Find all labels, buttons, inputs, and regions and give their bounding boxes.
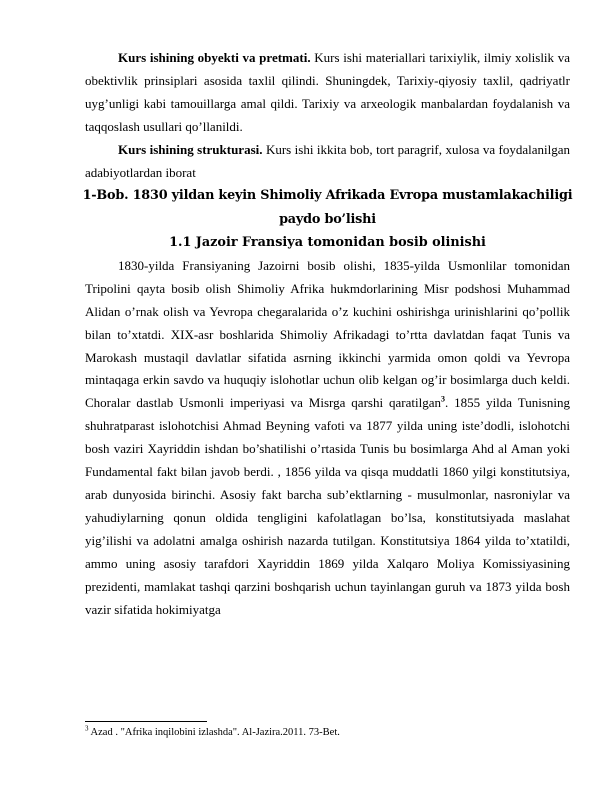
body-text-part1: 1830-yilda Fransiyaning Jazoirni bosib olishi, 1835-yilda Usmonlilar tomonidan Tripolini qayta bosib olish Shimoliy Afrika hukmdorlarining Misr podshosi Muhammad Alidan o’rnak olish va Yevropa chegaralarida o’z kuchini oshirishga urinishlarini qo’pollik bilan to’xtatdi. XIX-asr boshlarida Shimoliy Afrikadagi to’rtta davlatdan faqat Tunis va Marokash mustaqil davlatlar sifatida asrning ikkinchi yarmida omon qoldi va Yevropa mintaqaga erkin savdo va huquqiy islohotlar uchun olib kelgan og’ir bosimlarga duch keldi. Choralar dastlab Usmonli imperiyasi va Misrga qarshi qaratilgan	[85, 257, 570, 411]
body-paragraph	[85, 255, 570, 622]
structure-text: Kurs ishi ikkita bob, tort paragrif, xulosa va foydalanilgan adabiyotlardan iborat	[85, 141, 571, 180]
structure-label: Kurs ishining strukturasi.	[118, 141, 263, 157]
chapter-title: 1-Bob. 1830 yildan keyin Shimoliy Afrikada Evropa mustamlakachiligi paydo bo’lishi	[82, 188, 573, 227]
body-text-part2: . 1855 yilda Tunisning shuhratparast islohotchisi Ahmad Beyning vafoti va 1877 yilda uning iste’dodli, islohotchi bosh vaziri Xayriddin ishdan bo’shatilishi o’rtasida Tunis bu bosimlarga Ahd al Aman yoki Fundamental fakt bilan javob berdi. , 1856 yilda va qisqa muddatli 1860 yilgi konstitutsiya, arab dunyosida birinchi. Asosiy fakt barcha sub’ektlarning - musulmonlar, nasroniylar va yahudiylarning qonun oldida tengligini kafolatlagan bo’lsa, konstitutsiyada maslahat yig’ilishi va adolatni amalga oshirish nazarda tutilgan. Konstitutsiya 1864 yilda to’xtatildi, ammo uning asosiy tarafdori Xayriddin 1869 yilda Xalqaro Moliya Komissiyasining prezidenti, mamlakat tashqi qarzini boshqarish uchun tayinlangan guruh va 1873 yilda bosh vazir sifatida hokimiyatga	[85, 395, 571, 617]
footnote-reference[interactable]: 3	[440, 395, 445, 405]
section-title: 1.1 Jazoir Fransiya tomonidan bosib olinishi	[169, 235, 486, 251]
footnote-divider	[85, 721, 207, 722]
document-page	[82, 47, 573, 621]
footnote-marker: 3	[85, 724, 89, 733]
footnote-text: Azad . "Afrika inqilobini izlashda". Al-Jazira.2011. 73-Bet.	[88, 727, 340, 738]
object-paragraph	[85, 47, 570, 139]
object-text: Kurs ishi materiallari tarixiylik, ilmiy xolislik va obektivlik prinsiplari asosida taxlil qilindi. Shuningdek, Tarixiy-qiyosiy taxlil, qadriyatlr uyg’unligi kabi tamouillarga amal qildi. Tarixiy va arxeologik manbalardan foydalanish va taqqoslash usullari qo’llanildi.	[85, 50, 571, 134]
object-label: Kurs ishining obyekti va pretmati.	[118, 50, 311, 65]
footnote	[85, 726, 340, 739]
structure-paragraph	[85, 139, 570, 185]
